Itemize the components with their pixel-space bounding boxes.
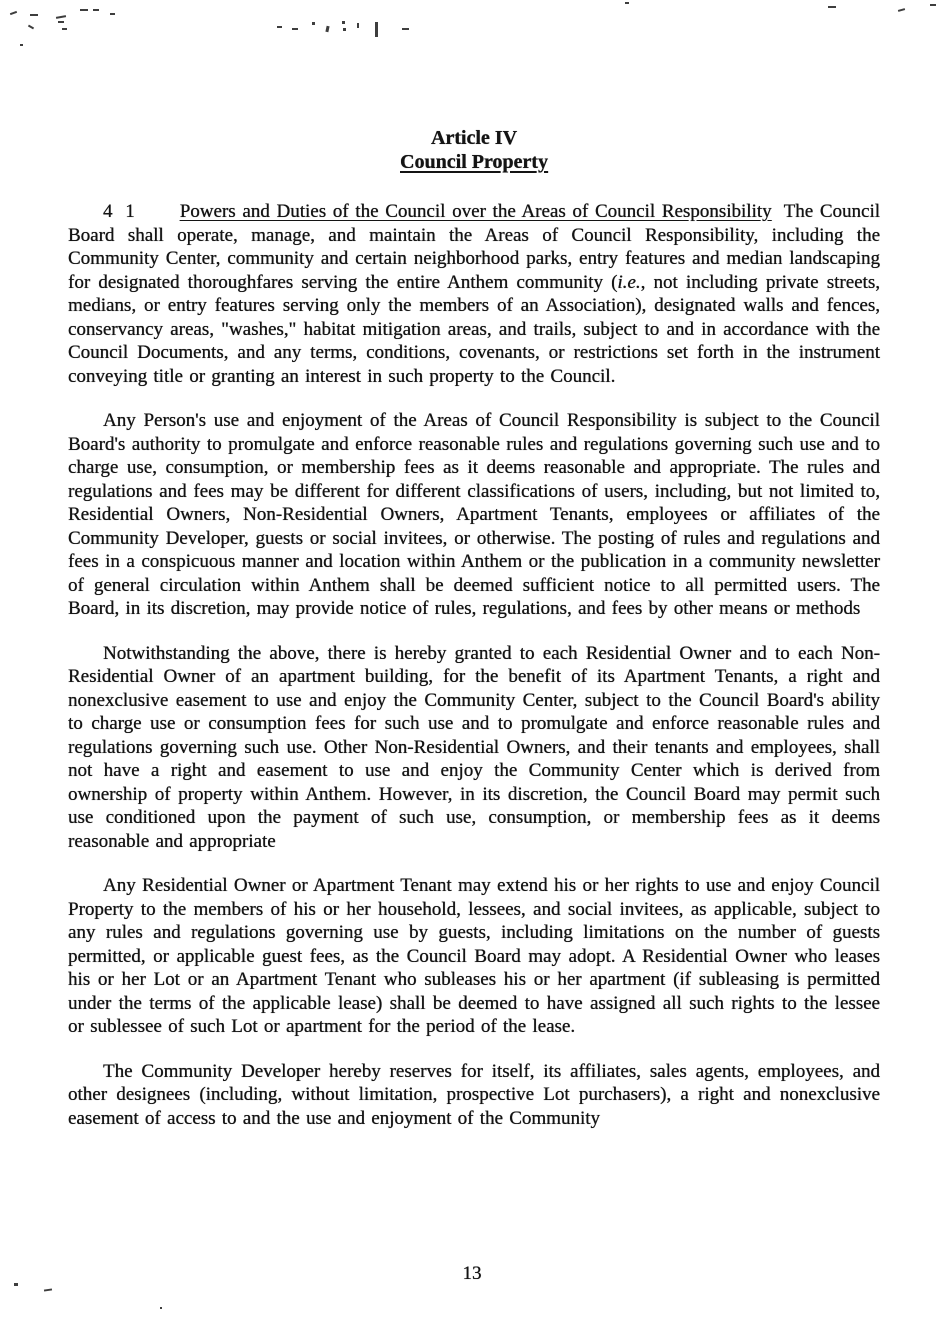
article-header bbox=[68, 126, 880, 174]
scan-artifact bbox=[160, 1307, 162, 1309]
paragraph-easement-grant: Notwithstanding the above, there is hereby granted to each Residential Owner and to each Non-Residential Owner of an apartment building, for the benefit of its Apartment Tenants, a right and nonexclusive easement to use and enjoy the Community Center, subject to the Council Board's ability to charge use or consumption fees for such use and to promulgate and enforce reasonable rules and regulations governing such use. Other Non-Residential Owners, and their tenants and employees, shall not have a right and easement to use and enjoy the Community Center which is derived from ownership of property within Anthem. However, in its discretion, the Council Board may permit such use conditioned upon the payment of such use, consumption, or membership fees as it deems reasonable and appropriate bbox=[68, 642, 880, 852]
article-title: Article IV bbox=[430, 127, 518, 149]
scan-artifact bbox=[930, 4, 936, 6]
scan-artifact bbox=[375, 22, 378, 37]
paragraph-developer-reservation: The Community Developer hereby reserves for itself, its affiliates, sales agents, employees, and other designees (including, without limitation, prospective Lot purchasers), a right and nonexclusive easement of access to and the use and enjoyment of the Community bbox=[68, 1060, 880, 1129]
scan-artifact bbox=[292, 28, 298, 30]
section-heading: Powers and Duties of the Council over the Areas of Council Responsibility bbox=[179, 201, 772, 222]
scan-artifact bbox=[402, 28, 409, 30]
scan-artifact bbox=[342, 21, 345, 24]
scan-artifact bbox=[312, 22, 315, 25]
scan-artifact bbox=[10, 11, 17, 15]
scan-artifact bbox=[62, 28, 67, 30]
paragraph-text: The Council Board shall operate, manage, and maintain the Areas of Council Responsibility, including the Community Center, community and certain neighborhood parks, entry features and median landscaping for designated thoroughfares serving the entire Anthem community ( bbox=[68, 201, 880, 293]
paragraph-text: , not including private streets, medians, or entry features serving only the members of an Association), designated walls and fences, conservancy areas, "washes," habitat mitigation areas, and trails, subject to and in accordance with the Council Documents, and any terms, conditions, covenants, or restrictions set forth in the instrument conveying title or granting an interest in such property to the Council. bbox=[68, 271, 880, 387]
scan-artifact bbox=[325, 26, 329, 32]
scan-artifact bbox=[30, 14, 38, 16]
scan-artifact bbox=[58, 21, 64, 23]
scan-artifact bbox=[44, 1288, 52, 1291]
scan-artifact bbox=[56, 15, 66, 19]
paragraph-powers-and-duties bbox=[68, 200, 880, 388]
paragraph-extension-of-rights: Any Residential Owner or Apartment Tenant may extend his or her rights to use and enjoy Council Property to the members of his or her household, lessees, and social invitees, as applicable, subject to any rules and regulations governing use by guests, including limitations on the number of guests permitted, or applicable guest fees, as the Council Board may adopt. A Residential Owner who leases his or her Lot or an Apartment Tenant who subleases his or her apartment (if subleasing is permitted under the terms of the applicable lease) shall be deemed to have assigned all such rights to the lessee or sublessee of such Lot or apartment for the period of the lease. bbox=[68, 875, 880, 1037]
scan-artifact bbox=[898, 8, 905, 12]
scan-artifact bbox=[357, 23, 359, 28]
scan-artifact bbox=[110, 13, 115, 15]
scan-artifact bbox=[28, 25, 34, 30]
latin-abbreviation: i.e. bbox=[617, 271, 641, 293]
article-subtitle: Council Property bbox=[400, 151, 548, 173]
scan-artifact bbox=[625, 2, 629, 4]
scan-artifact bbox=[277, 26, 282, 28]
paragraph-use-and-enjoyment: Any Person's use and enjoyment of the Areas of Council Responsibility is subject to the Council Board's authority to promulgate and enforce reasonable rules and regulations governing such use and to charge use, consumption, or membership fees as it deems reasonable and appropriate. The rules and regulations and fees may be different for different classifications of users, including, but not limited to, Residential Owners, Non-Residential Owners, Apartment Tenants, employees or affiliates of the Community Developer, guests or social invitees, or otherwise. The posting of rules and regulations and fees in a conspicuous manner and location within Anthem or the publication in a community newsletter of general circulation within Anthem shall be deemed sufficient notice to all permitted users. The Board, in its discretion, may provide notice of rules, regulations, and fees by other means or methods bbox=[68, 410, 880, 619]
page-number: 13 bbox=[462, 1263, 482, 1284]
document-body bbox=[68, 126, 880, 1151]
section-number: 4 1 bbox=[103, 201, 138, 222]
scan-artifact bbox=[343, 28, 346, 31]
scan-artifact bbox=[20, 44, 23, 46]
scan-artifact bbox=[828, 6, 836, 8]
scan-artifact bbox=[93, 9, 99, 11]
scan-artifact bbox=[80, 9, 88, 11]
